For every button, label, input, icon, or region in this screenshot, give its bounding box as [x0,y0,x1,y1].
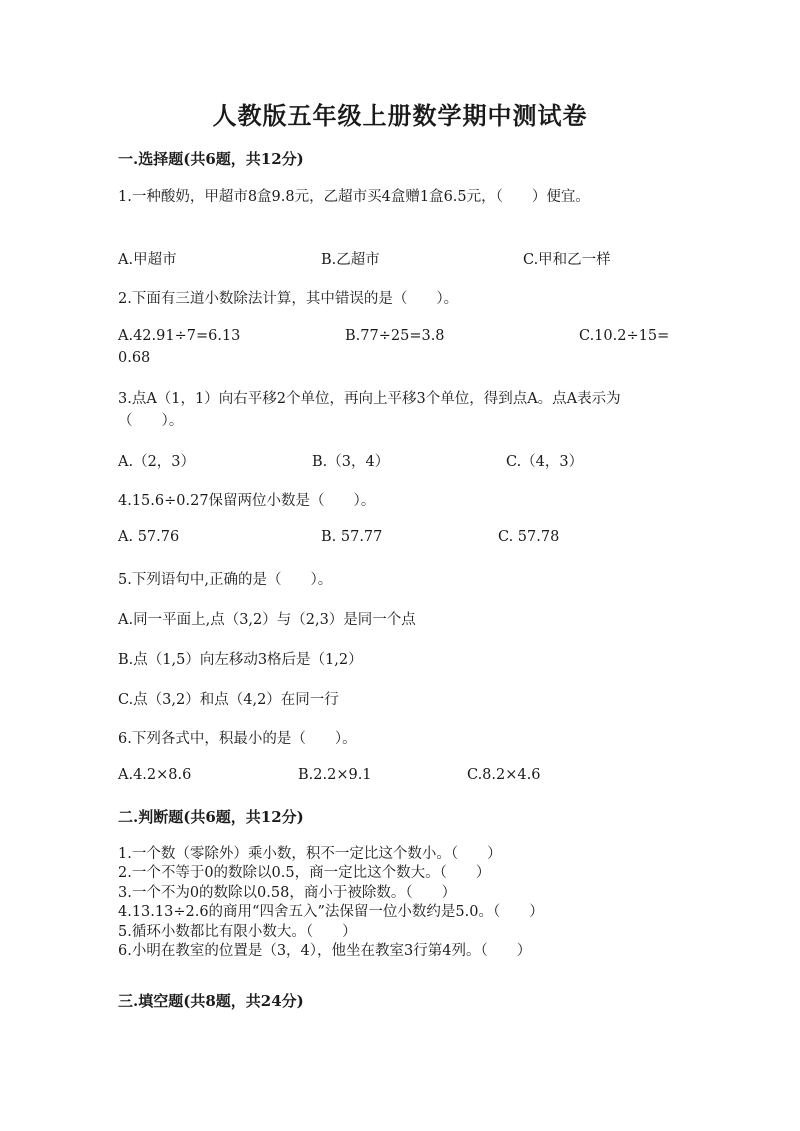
page-title: 人教版五年级上册数学期中测试卷 [212,101,588,130]
question-6-option-b: B.2.2×9.1 [298,767,372,783]
question-6-option-a: A.4.2×8.6 [118,767,192,783]
question-4-text: 4.15.6÷0.27保留两位小数是（ ）。 [118,493,376,509]
question-1-option-a: A.甲超市 [118,252,177,268]
question-3-text: 3.点A（1，1）向右平移2个单位，再向上平移3个单位，得到点A。点A表示为（ ）。 [118,391,621,429]
question-5-text: 5.下列语句中,正确的是（ ）。 [118,572,333,588]
question-4-option-a: A. 57.76 [118,529,180,545]
question-5-option-c: C.点（3,2）和点（4,2）在同一行 [118,692,339,708]
question-3-option-c: C.（4，3） [506,454,584,470]
question-2-option-c-line2: 0.68 [118,350,151,366]
judgment-item-1: 1.一个数（零除外）乘小数，积不一定比这个数小。（ ） [118,846,502,862]
question-2-option-a: A.42.91÷7=6.13 [118,328,241,344]
judgment-item-4: 4.13.13÷2.6的商用“四舍五入”法保留一位小数约是5.0。（ ） [118,904,544,921]
question-2-option-b: B.77÷25=3.8 [345,328,445,344]
question-5-option-a: A.同一平面上,点（3,2）与（2,3）是同一个点 [118,612,416,628]
section-heading-judgment: 二.判断题(共6题，共12分) [118,808,304,826]
question-5-option-b: B.点（1,5）向左移动3格后是（1,2） [118,652,363,668]
section-heading-fill-blank: 三.填空题(共8题，共24分) [118,992,304,1010]
question-2-option-c-line1: C.10.2÷15= [579,328,670,344]
question-3-option-b: B.（3，4） [312,454,390,470]
question-1-option-c: C.甲和乙一样 [523,252,611,268]
judgment-item-6: 6.小明在教室的位置是（3，4），他坐在教室3行第4列。（ ） [118,943,532,960]
question-3-option-a: A.（2，3） [118,454,196,470]
section-heading-choice: 一.选择题(共6题，共12分) [118,150,304,168]
question-2-text: 2.下面有三道小数除法计算，其中错误的是（ ）。 [118,291,459,307]
judgment-list [118,845,544,961]
question-1-option-b: B.乙超市 [321,252,380,268]
judgment-item-5: 5.循环小数都比有限小数大。（ ） [118,923,357,940]
question-4-option-c: C. 57.78 [498,529,560,545]
question-6-option-c: C.8.2×4.6 [467,767,541,783]
judgment-item-2: 2.一个不等于0的数除以0.5，商一定比这个数大。（ ） [118,865,491,882]
question-6-text: 6.下列各式中，积最小的是（ ）。 [118,731,357,747]
judgment-item-3: 3.一个不为0的数除以0.58，商小于被除数。（ ） [118,884,457,901]
question-4-option-b: B. 57.77 [321,529,383,545]
question-1-text: 1.一种酸奶，甲超市8盒9.8元，乙超市买4盒赠1盒6.5元，（ ）便宜。 [118,189,590,205]
